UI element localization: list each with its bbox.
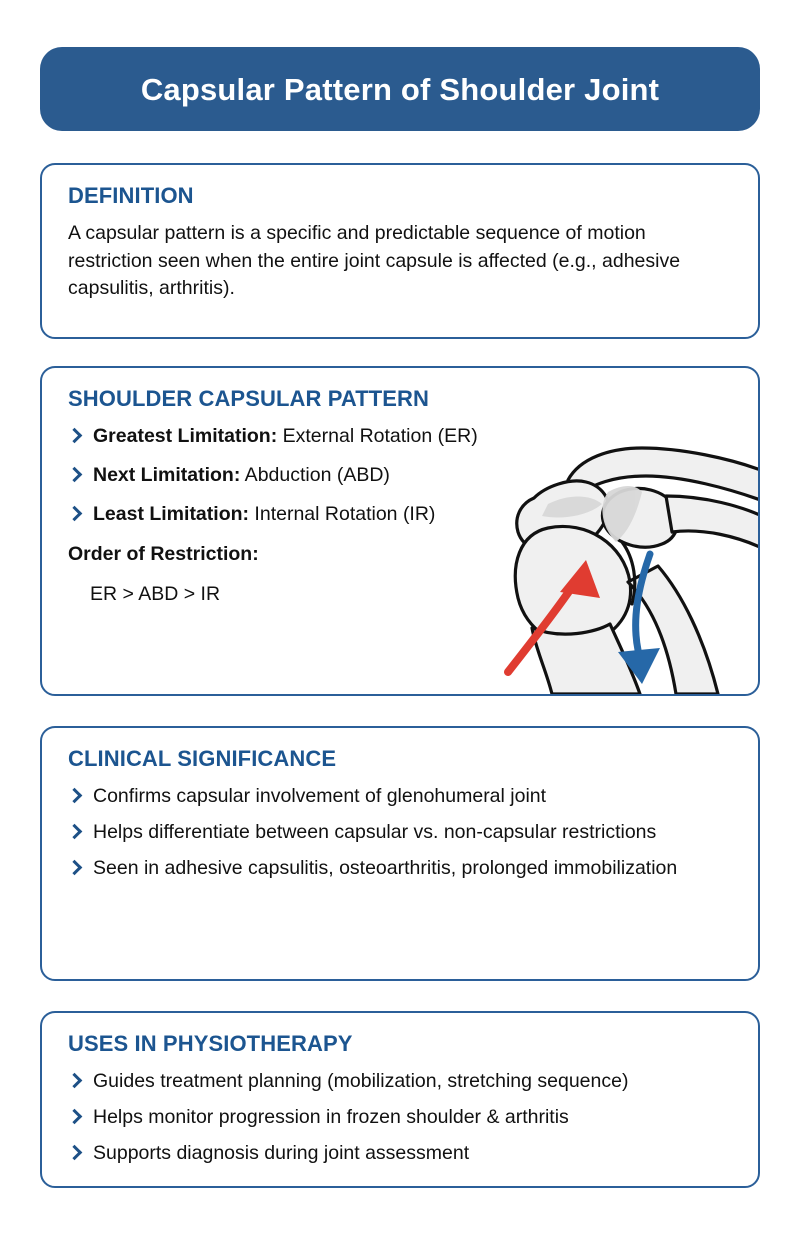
list-item bbox=[68, 501, 548, 527]
definition-heading: DEFINITION bbox=[68, 183, 194, 208]
uses-in-physiotherapy-card bbox=[40, 1011, 760, 1188]
list-item bbox=[68, 462, 548, 488]
limitation-value: External Rotation (ER) bbox=[277, 425, 478, 447]
list-item-label: Helps monitor progression in frozen shoulder & arthritis bbox=[93, 1106, 569, 1129]
uses-in-physiotherapy-list bbox=[68, 1068, 732, 1166]
clinical-significance-card bbox=[40, 726, 760, 981]
infographic-page bbox=[0, 47, 800, 1247]
chevron-right-icon bbox=[68, 1143, 82, 1163]
limitation-label: Greatest Limitation: bbox=[93, 425, 278, 447]
clinical-significance-list bbox=[68, 783, 732, 881]
chevron-right-icon bbox=[68, 426, 82, 446]
uses-in-physiotherapy-heading: USES IN PHYSIOTHERAPY bbox=[68, 1031, 353, 1056]
limitation-value: Internal Rotation (IR) bbox=[249, 503, 436, 526]
limitation-label: Least Limitation: bbox=[93, 503, 250, 526]
chevron-right-icon bbox=[68, 1107, 82, 1127]
chevron-right-icon bbox=[68, 858, 82, 878]
list-item-label: Confirms capsular involvement of glenohumeral joint bbox=[93, 785, 547, 807]
limitation-label: Next Limitation: bbox=[93, 464, 241, 487]
chevron-right-icon bbox=[68, 504, 82, 524]
list-item bbox=[68, 1140, 732, 1166]
definition-card bbox=[40, 163, 760, 339]
shoulder-pattern-heading: SHOULDER CAPSULAR PATTERN bbox=[68, 386, 430, 411]
clinical-significance-heading: CLINICAL SIGNIFICANCE bbox=[68, 746, 337, 771]
list-item bbox=[68, 1104, 732, 1130]
list-item bbox=[68, 783, 732, 809]
list-item bbox=[68, 855, 732, 881]
chevron-right-icon bbox=[68, 1071, 82, 1091]
order-of-restriction-value: ER > ABD > IR bbox=[90, 583, 221, 606]
chevron-right-icon bbox=[68, 786, 82, 806]
shoulder-pattern-card bbox=[40, 366, 760, 696]
internal-rotation-arrow-down bbox=[618, 554, 660, 684]
shoulder-pattern-list bbox=[68, 423, 732, 527]
list-item bbox=[68, 1068, 732, 1094]
list-item bbox=[68, 819, 732, 845]
chevron-right-icon bbox=[68, 822, 82, 842]
definition-text: A capsular pattern is a specific and predictable sequence of motion restriction seen when the entire joint capsule is affected (e.g., adhesive capsulitis, arthritis). bbox=[68, 222, 681, 300]
page-title: Capsular Pattern of Shoulder Joint bbox=[140, 71, 660, 107]
external-rotation-arrow-up bbox=[508, 560, 600, 672]
list-item bbox=[68, 423, 548, 449]
list-item-label: Supports diagnosis during joint assessment bbox=[93, 1142, 470, 1165]
title-banner bbox=[40, 47, 760, 131]
list-item-label: Helps differentiate between capsular vs. non-capsular restrictions bbox=[93, 821, 657, 844]
order-of-restriction-label: Order of Restriction: bbox=[68, 543, 259, 566]
list-item-label: Guides treatment planning (mobilization, stretching sequence) bbox=[93, 1070, 629, 1092]
list-item-label: Seen in adhesive capsulitis, osteoarthritis, prolonged immobilization bbox=[93, 857, 678, 880]
chevron-right-icon bbox=[68, 465, 82, 485]
limitation-value: Abduction (ABD) bbox=[240, 464, 390, 487]
